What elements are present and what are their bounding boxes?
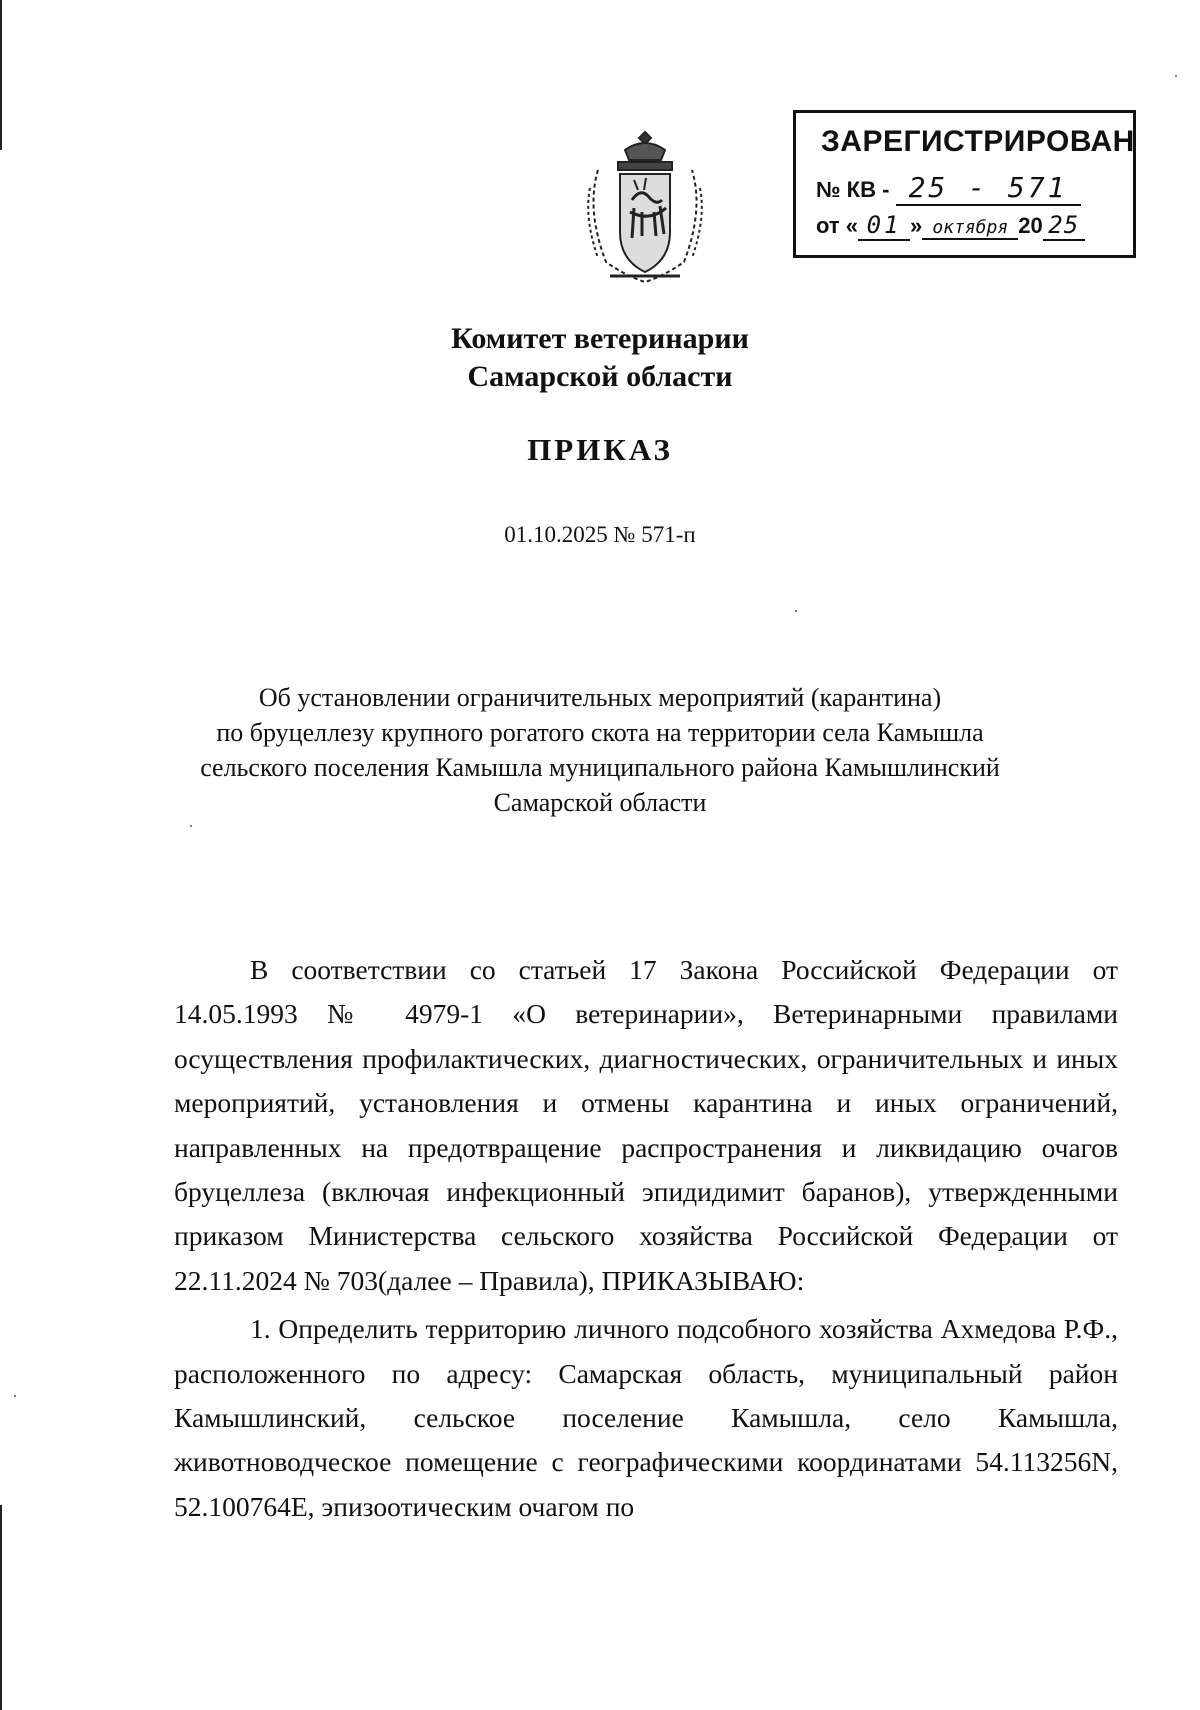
stamp-date-month: октября bbox=[922, 217, 1018, 240]
scan-speck bbox=[1175, 75, 1177, 77]
scan-edge-bottom bbox=[0, 1505, 2, 1710]
document-type: ПРИКАЗ bbox=[527, 432, 673, 467]
stamp-number-line bbox=[816, 171, 1081, 206]
document-number: 01.10.2025 № 571-п bbox=[504, 522, 696, 547]
preamble-paragraph: В соответствии со статьей 17 Закона Российской Федерации от 14.05.1993 № 4979-1 «О ветеринарии», Ветеринарными правилами осуществления профилактических, диагностических, ограничительных и иных мероприятий, установления и отмены карантина и иных ограничений, направленных на предотвращение распространения и ликвидацию очагов бруцеллеза (включая инфекционный эпидидимит баранов), утвержденными приказом Министерства сельского хозяйства Российской Федерации от 22.11.2024 № 703(далее – Правила), ПРИКАЗЫВАЮ: bbox=[174, 954, 1118, 1296]
item-1-paragraph: 1. Определить территорию личного подсобного хозяйства Ахмедова Р.Ф., расположенного по адресу: Самарская область, муниципальный район Камышлинский, сельское поселение Камышла, село Камышла, животноводческое помещение с географическими координатами 54.113256N, 52.100764E, эпизоотическим очагом по bbox=[174, 1313, 1118, 1522]
stamp-number-label: № КВ - bbox=[816, 177, 890, 202]
organization-line-2: Самарской области bbox=[467, 360, 733, 393]
stamp-date-year-prefix: 20 bbox=[1018, 213, 1043, 238]
scan-speck bbox=[190, 825, 192, 827]
subject-line-1: Об установлении ограничительных мероприятий (карантина) bbox=[258, 683, 942, 712]
scan-speck bbox=[795, 610, 797, 612]
stamp-title: ЗАРЕГИСТРИРОВАН bbox=[821, 125, 1135, 158]
subject-line-3: сельского поселения Камышла муниципального района Камышлинский bbox=[200, 753, 1000, 782]
stamp-date-prefix: от « bbox=[816, 213, 859, 238]
scan-edge-top bbox=[0, 0, 2, 150]
registration-stamp bbox=[793, 110, 1136, 258]
organization-line-1: Комитет ветеринарии bbox=[451, 322, 749, 355]
scan-speck bbox=[14, 1395, 16, 1397]
document-body bbox=[174, 948, 1118, 1529]
subject-line-2: по бруцеллезу крупного рогатого скота на территории села Камышла bbox=[216, 718, 984, 747]
stamp-date-mid: » bbox=[910, 213, 923, 238]
organization-name bbox=[0, 320, 1200, 396]
stamp-date-day: 01 bbox=[858, 211, 910, 241]
stamp-date-line bbox=[816, 211, 1085, 241]
document-subject bbox=[0, 680, 1200, 820]
stamp-date-year-suffix: 25 bbox=[1043, 211, 1085, 241]
coat-of-arms-emblem bbox=[580, 128, 710, 288]
subject-line-4: Самарской области bbox=[493, 788, 707, 817]
stamp-number-value: 25 - 571 bbox=[896, 171, 1081, 206]
